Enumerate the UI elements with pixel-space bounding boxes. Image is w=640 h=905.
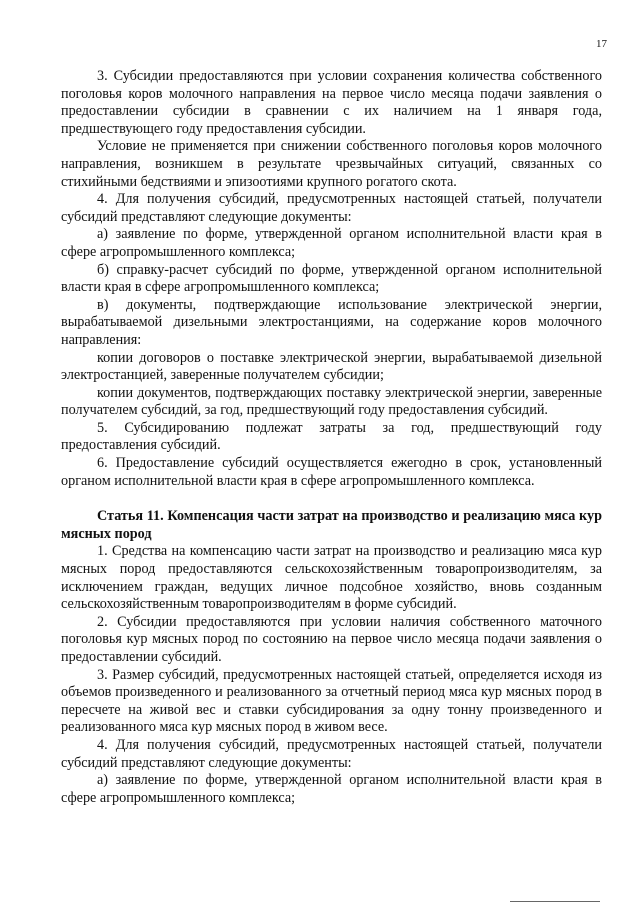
paragraph: Условие не применяется при снижении собственного поголовья коров молочного направления, возникшем в результате чрезвычайных ситуаций, связанных со стихийными бедствиями и эпизоотиями крупного рогатого скота. — [61, 138, 602, 190]
paragraph: 5. Субсидированию подлежат затраты за год, предшествующий году предоставления субсидий. — [61, 419, 602, 454]
footer-divider — [510, 901, 600, 902]
paragraph: 3. Размер субсидий, предусмотренных настоящей статьей, определяется исходя из объемов произведенного и реализованного за отчетный период мяса кур мясных пород в пересчете на живой вес и ставки субсидирования за одну тонну произведенного и реализованного мяса кур мясных пород в живом весе. — [61, 666, 602, 736]
paragraph: 4. Для получения субсидий, предусмотренных настоящей статьей, получатели субсидий представляют следующие документы: — [61, 736, 602, 771]
paragraph: 1. Средства на компенсацию части затрат на производство и реализацию мяса кур мясных пород предоставляются сельскохозяйственным товаропроизводителям, за исключением граждан, ведущих личное подсобное хозяйство, вновь созданным сельскохозяйственным товаропроизводителям в форме субсидий. — [61, 543, 602, 613]
paragraph: 4. Для получения субсидий, предусмотренных настоящей статьей, получатели субсидий представляют следующие документы: — [61, 191, 602, 225]
paragraph: копии документов, подтверждающих поставку электрической энергии, заверенные получателем субсидий, за год, предшествующий году предоставления субсидий. — [61, 384, 602, 419]
paragraph: 2. Субсидии предоставляются при условии наличия собственного маточного поголовья кур мясных пород по состоянию на первое число месяца подачи заявления о предоставлении субсидий. — [61, 613, 602, 665]
paragraph: 3. Субсидии предоставляются при условии сохранения количества собственного поголовья коров молочного направления на первое число месяца подачи заявления о предоставлении субсидии в сравнении с их наличием на 1 января года, предшествующего году предоставления субсидии. — [61, 68, 602, 137]
page-number: 17 — [596, 38, 607, 50]
document-body — [61, 68, 602, 807]
paragraph: в) документы, подтверждающие использование электрической энергии, вырабатываемой дизельными электростанциями, на содержание коров молочного направления: — [61, 296, 602, 348]
paragraph: а) заявление по форме, утвержденной органом исполнительной власти края в сфере агропромышленного комплекса; — [61, 226, 602, 260]
paragraph: б) справку-расчет субсидий по форме, утвержденной органом исполнительной власти края в сфере агропромышленного комплекса; — [61, 261, 602, 296]
paragraph: 6. Предоставление субсидий осуществляется ежегодно в срок, установленный органом исполнительной власти края в сфере агропромышленного комплекса. — [61, 455, 602, 489]
article-heading: Статья 11. Компенсация части затрат на производство и реализацию мяса кур мясных пород — [61, 508, 602, 542]
paragraph: копии договоров о поставке электрической энергии, вырабатываемой дизельной электростанцией, заверенные получателем субсидии; — [61, 349, 602, 384]
paragraph: а) заявление по форме, утвержденной органом исполнительной власти края в сфере агропромышленного комплекса; — [61, 772, 602, 806]
